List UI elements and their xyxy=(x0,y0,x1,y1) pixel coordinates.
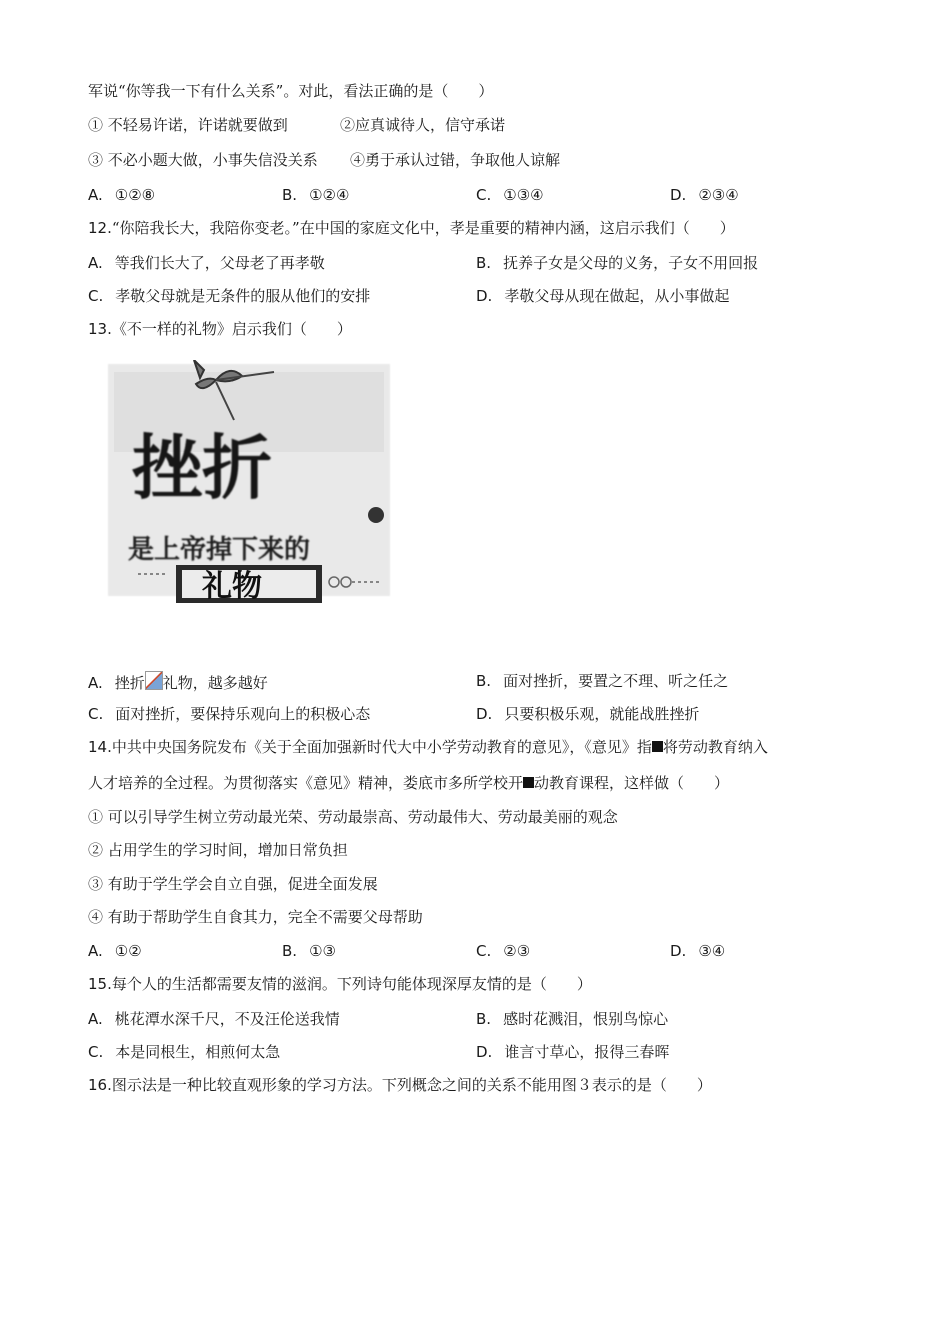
q11-option-d[interactable] xyxy=(670,185,739,205)
option-text-after: 礼物，越多越好 xyxy=(162,674,268,692)
option-label: B. xyxy=(476,254,492,272)
option-label: A. xyxy=(88,186,103,204)
option-label: A. xyxy=(88,1010,103,1028)
q12-option-d[interactable] xyxy=(476,286,729,306)
q15-option-d[interactable] xyxy=(476,1042,669,1062)
option-label: D. xyxy=(476,1043,493,1061)
option-label: D. xyxy=(476,705,493,723)
option-label: C. xyxy=(476,942,492,960)
q14-option-c[interactable] xyxy=(476,941,530,961)
option-text: ①③④ xyxy=(503,186,544,204)
q11-statement-3: ③ 不必小题大做，小事失信没关系 xyxy=(88,151,318,169)
option-text-before: 挫折 xyxy=(114,674,145,692)
option-text: ②③④ xyxy=(698,186,739,204)
q12-option-a[interactable] xyxy=(88,253,325,273)
option-label: C. xyxy=(88,287,104,305)
q11-statement-1: ① 不轻易许诺，许诺就要做到 xyxy=(88,116,288,134)
q14-stem-line1 xyxy=(88,737,768,757)
redacted-char-icon xyxy=(523,777,534,788)
q14-option-b[interactable] xyxy=(282,941,336,961)
q13-option-a[interactable] xyxy=(88,671,268,693)
question-text: 每个人的生活都需要友情的滋润。下列诗句能体现深厚友情的是（ ） xyxy=(111,975,592,993)
option-label: C. xyxy=(88,1043,104,1061)
q13-option-d[interactable] xyxy=(476,704,699,724)
option-label: B. xyxy=(476,672,492,690)
option-text: ①③ xyxy=(309,942,336,960)
q15-option-b[interactable] xyxy=(476,1009,668,1029)
option-text: 感时花溅泪，恨别鸟惊心 xyxy=(503,1010,669,1028)
question-number: 15. xyxy=(88,975,112,993)
question-text: 中共中央国务院发布《关于全面加强新时代大中小学劳动教育的意见》，《意见》指 xyxy=(111,738,652,756)
q13-stem xyxy=(88,319,352,339)
q11-option-b[interactable] xyxy=(282,185,349,205)
option-label: D. xyxy=(476,287,493,305)
q15-stem xyxy=(88,974,592,994)
q16-stem xyxy=(88,1075,712,1095)
option-text: ③④ xyxy=(698,942,726,960)
q11-statement-4: ④勇于承认过错，争取他人谅解 xyxy=(350,151,561,169)
question-text: 动教育课程，这样做（ ） xyxy=(534,774,730,792)
q13-option-b[interactable] xyxy=(476,671,728,691)
poster-title: 挫折 xyxy=(132,427,272,509)
q15-option-a[interactable] xyxy=(88,1009,340,1029)
q12-stem xyxy=(88,218,735,238)
option-label: B. xyxy=(282,186,298,204)
option-text: 抚养子女是父母的义务，子女不用回报 xyxy=(503,254,759,272)
option-text: 孝敬父母从现在做起，从小事做起 xyxy=(504,287,730,305)
broken-image-icon xyxy=(145,671,163,690)
option-text: 孝敬父母就是无条件的服从他们的安排 xyxy=(115,287,371,305)
question-number: 16. xyxy=(88,1076,112,1094)
q14-statement-3: ③ 有助于学生学会自立自强，促进全面发展 xyxy=(88,875,378,893)
option-label: A. xyxy=(88,674,103,692)
poster-subtitle: 是上帝掉下来的 xyxy=(128,535,311,565)
question-number: 14. xyxy=(88,738,112,756)
question-text: 《不一样的礼物》启示我们（ ） xyxy=(111,320,352,338)
q13-figure xyxy=(104,360,394,610)
option-label: A. xyxy=(88,942,103,960)
option-label: D. xyxy=(670,186,687,204)
option-label: A. xyxy=(88,254,103,272)
q14-stem-line2 xyxy=(88,773,729,793)
q11-statement-2: ②应真诚待人，信守承诺 xyxy=(340,116,506,134)
question-text: 人才培养的全过程。为贯彻落实《意见》精神，娄底市多所学校开 xyxy=(88,774,524,792)
option-text: 桃花潭水深千尺，不及汪伦送我情 xyxy=(114,1010,340,1028)
option-label: D. xyxy=(670,942,687,960)
q11-stem-tail: 军说“你等我一下有什么关系”。对此，看法正确的是（ ） xyxy=(88,82,494,100)
q14-statement-2: ② 占用学生的学习时间，增加日常负担 xyxy=(88,841,348,859)
option-text: ①②⑧ xyxy=(114,186,156,204)
gift-poster-image xyxy=(104,360,394,610)
poster-banner: 礼物 xyxy=(202,569,262,604)
question-number: 12. xyxy=(88,219,112,237)
option-text: 等我们长大了，父母老了再孝敬 xyxy=(114,254,325,272)
option-text: 面对挫折，要保持乐观向上的积极心态 xyxy=(115,705,371,723)
option-label: B. xyxy=(476,1010,492,1028)
q15-option-c[interactable] xyxy=(88,1042,280,1062)
redacted-char-icon xyxy=(652,741,663,752)
q14-statement-4: ④ 有助于帮助学生自食其力，完全不需要父母帮助 xyxy=(88,908,423,926)
question-text: “你陪我长大，我陪你变老。”在中国的家庭文化中，孝是重要的精神内涵，这启示我们（ ） xyxy=(111,219,735,237)
option-text: ②③ xyxy=(503,942,531,960)
q12-option-b[interactable] xyxy=(476,253,758,273)
q11-option-a[interactable] xyxy=(88,185,155,205)
option-text: 面对挫折，要置之不理、听之任之 xyxy=(503,672,729,690)
option-text: 本是同根生，相煎何太急 xyxy=(115,1043,281,1061)
question-text: 将劳动教育纳入 xyxy=(662,738,768,756)
q12-option-c[interactable] xyxy=(88,286,370,306)
q14-option-a[interactable] xyxy=(88,941,142,961)
q14-statement-1: ① 可以引导学生树立劳动最光荣、劳动最崇高、劳动最伟大、劳动最美丽的观念 xyxy=(88,808,618,826)
question-text: 图示法是一种比较直观形象的学习方法。下列概念之间的关系不能用图３表示的是（ ） xyxy=(111,1076,712,1094)
option-label: C. xyxy=(476,186,492,204)
option-label: C. xyxy=(88,705,104,723)
question-number: 13. xyxy=(88,320,112,338)
q11-option-c[interactable] xyxy=(476,185,544,205)
option-text: ①②④ xyxy=(309,186,350,204)
option-text: ①② xyxy=(114,942,142,960)
q13-option-c[interactable] xyxy=(88,704,370,724)
option-text: 谁言寸草心，报得三春晖 xyxy=(504,1043,670,1061)
option-text: 只要积极乐观，就能战胜挫折 xyxy=(504,705,700,723)
q14-option-d[interactable] xyxy=(670,941,725,961)
option-label: B. xyxy=(282,942,298,960)
